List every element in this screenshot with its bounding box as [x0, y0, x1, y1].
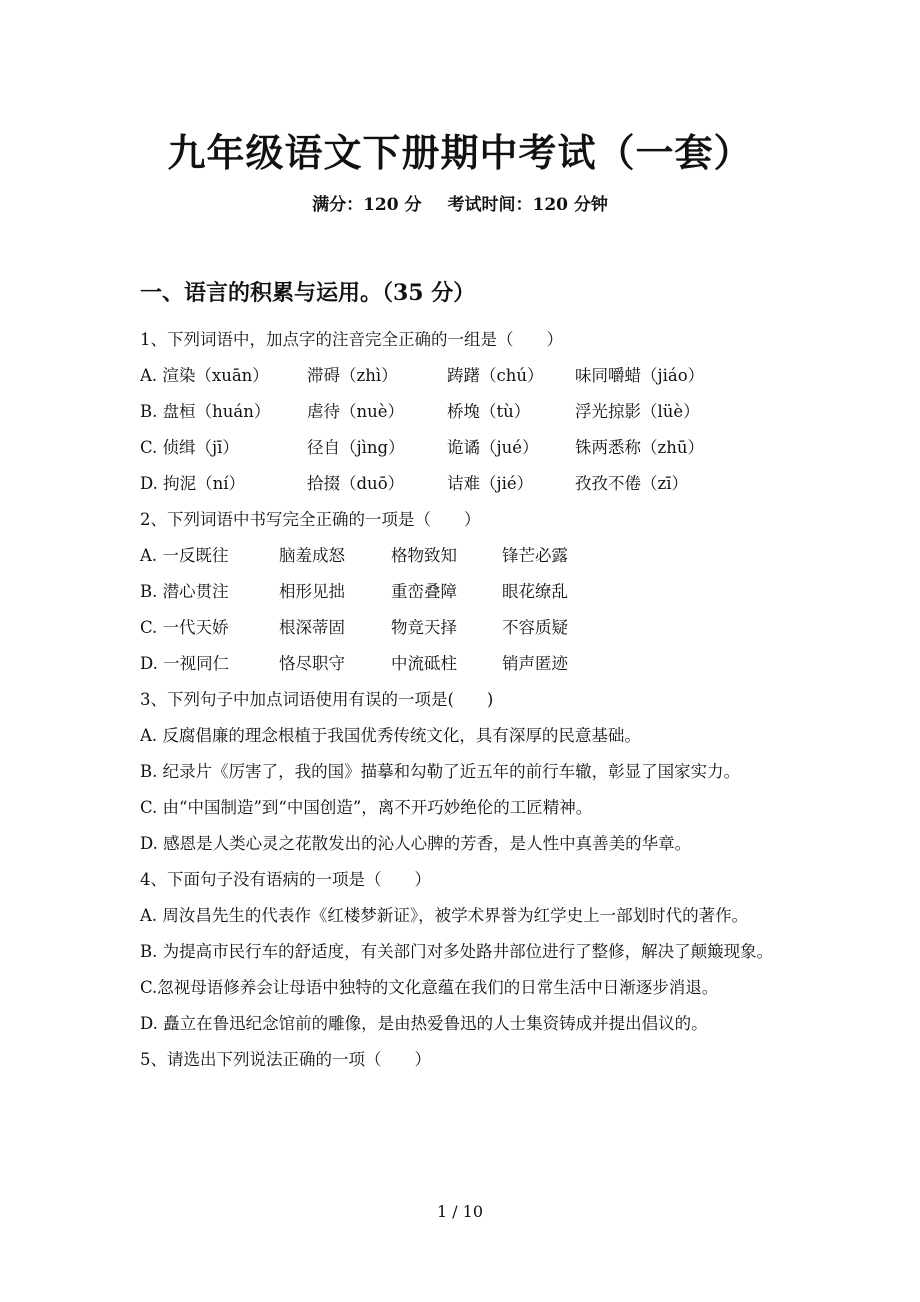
- q1-stem: 1、下列词语中，加点字的注音完全正确的一组是（ ）: [140, 330, 563, 349]
- option-word: 诡谲（jué）: [447, 438, 539, 457]
- option-word: C. 侦缉（jī）: [140, 438, 239, 457]
- option-word: 格物致知: [391, 546, 457, 565]
- option-word: 锋芒必露: [502, 546, 568, 565]
- q1-option-c: [140, 430, 785, 466]
- section-heading: 一、语言的积累与运用。（35 分）: [140, 280, 476, 306]
- q1-option-d: [140, 466, 785, 502]
- q4-stem: 4、下面句子没有语病的一项是（ ）: [140, 870, 431, 889]
- q5-stem: 5、请选出下列说法正确的一项（ ）: [140, 1050, 431, 1069]
- option-word: 铢两悉称（zhū）: [575, 438, 704, 457]
- option-word: C. 一代天娇: [140, 618, 229, 637]
- q2-option-d: [140, 646, 785, 682]
- option-word: 滞碍（zhì）: [307, 366, 398, 385]
- q3-stem: 3、下列句子中加点词语使用有误的一项是( ): [140, 690, 494, 709]
- exam-meta: [0, 190, 920, 215]
- option-word: D. 一视同仁: [140, 654, 230, 673]
- option-word: 诘难（jié）: [447, 474, 534, 493]
- option-word: 根深蒂固: [279, 618, 345, 637]
- q2-option-c: [140, 610, 785, 646]
- option-word: 踌躇（chú）: [447, 366, 544, 385]
- q3-option-a: A. 反腐倡廉的理念根植于我国优秀传统文化，具有深厚的民意基础。: [140, 726, 641, 745]
- full-score: 满分：120 分: [312, 195, 422, 215]
- q1-option-b: [140, 394, 785, 430]
- option-word: 桥堍（tù）: [447, 402, 531, 421]
- q4-option-a: A. 周汝昌先生的代表作《红楼梦新证》，被学术界誉为红学史上一部划时代的著作。: [140, 906, 749, 925]
- option-word: 浮光掠影（lüè）: [575, 402, 700, 421]
- option-word: 恪尽职守: [279, 654, 345, 673]
- option-word: 相形见拙: [279, 582, 345, 601]
- option-word: 重峦叠障: [391, 582, 457, 601]
- q3-option-d: D. 感恩是人类心灵之花散发出的沁人心脾的芳香，是人性中真善美的华章。: [140, 834, 692, 853]
- option-word: 味同嚼蜡（jiáo）: [575, 366, 705, 385]
- page-number: 1 / 10: [436, 1202, 484, 1221]
- q3-option-c: C. 由“中国制造”到“中国创造”，离不开巧妙绝伦的工匠精神。: [140, 798, 593, 817]
- option-word: 径自（jìng）: [307, 438, 405, 457]
- q2-stem: 2、下列词语中书写完全正确的一项是（ ）: [140, 510, 481, 529]
- q1-option-a: [140, 358, 785, 394]
- q4-option-b: B. 为提高市民行车的舒适度，有关部门对多处路井部位进行了整修，解决了颠簸现象。: [140, 942, 774, 961]
- option-word: A. 一反既往: [140, 546, 229, 565]
- option-word: 眼花缭乱: [502, 582, 568, 601]
- q4-option-d: D. 矗立在鲁迅纪念馆前的雕像，是由热爱鲁迅的人士集资铸成并提出倡议的。: [140, 1014, 708, 1033]
- option-word: 销声匿迹: [502, 654, 568, 673]
- q3-option-b: B. 纪录片《厉害了，我的国》描摹和勾勒了近五年的前行车辙，彰显了国家实力。: [140, 762, 741, 781]
- option-word: 拾掇（duō）: [307, 474, 405, 493]
- option-word: D. 拘泥（ní）: [140, 474, 246, 493]
- option-word: 中流砥柱: [391, 654, 457, 673]
- option-word: 虐待（nuè）: [307, 402, 405, 421]
- option-word: B. 潜心贯注: [140, 582, 229, 601]
- exam-time: 考试时间：120 分钟: [447, 195, 608, 215]
- option-word: 不容质疑: [502, 618, 568, 637]
- option-word: 物竞天择: [391, 618, 457, 637]
- option-word: B. 盘桓（huán）: [140, 402, 271, 421]
- option-word: 脑羞成怒: [279, 546, 345, 565]
- q2-option-a: [140, 538, 785, 574]
- option-word: 孜孜不倦（zī）: [575, 474, 688, 493]
- q2-option-b: [140, 574, 785, 610]
- q4-option-c: C.忽视母语修养会让母语中独特的文化意蕴在我们的日常生活中日渐逐步消退。: [140, 978, 719, 997]
- question-list: [140, 322, 785, 1078]
- exam-title: 九年级语文下册期中考试（一套）: [167, 130, 753, 175]
- option-word: A. 渲染（xuān）: [140, 366, 269, 385]
